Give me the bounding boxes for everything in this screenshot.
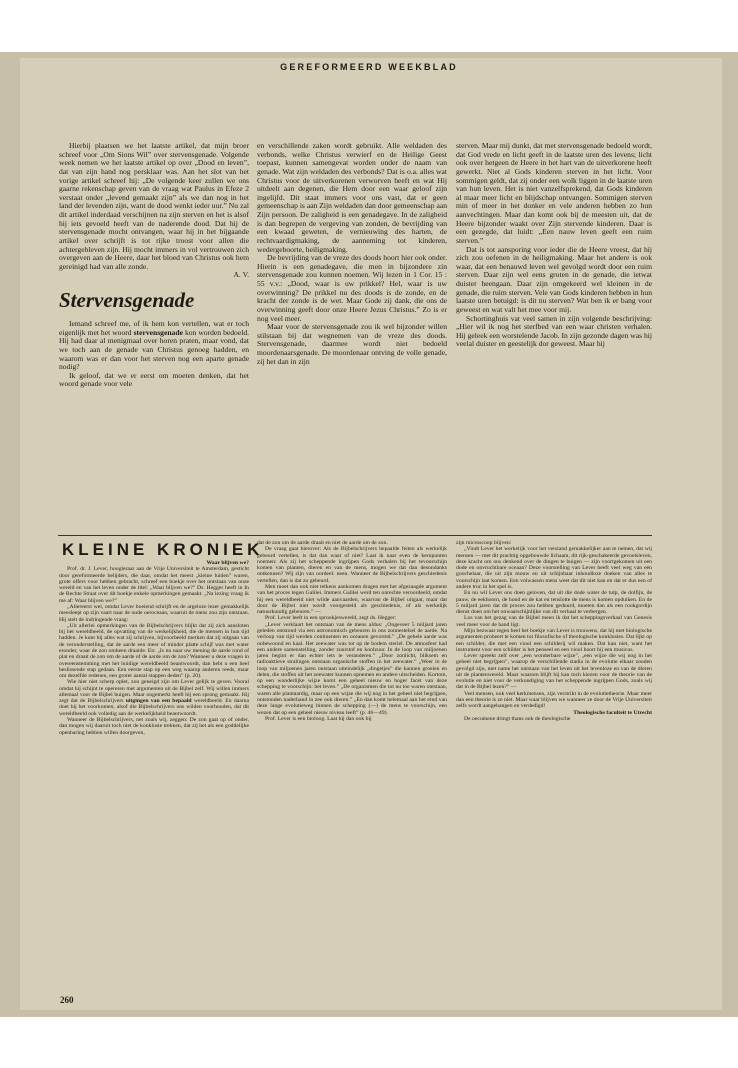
page-header: GEREFORMEERD WEEKBLAD bbox=[280, 62, 458, 72]
kk-column-3 bbox=[456, 540, 652, 990]
col2-paragraph-1: en verschillende zaken wordt gebruikt. Alle weldaden des verbonds, welke Christus verwierf en de Heilige Geest toepast, kunnen samengevat worden onder de naam van genade. Wat zijn weldaden des verbonds? Dat is o.a. alles wat Christus voor de uitverkorenen verworven heeft en wat Hij uitdeelt aan degenen, die Hem door een waar geloof zijn ingelijfd. Dit staat immers voor ons vast, dat er geen gemeenschap is aan Zijn weldaden dan door gemeenschap aan Zijn persoon. De zaligheid is een genadegave. In de zaligheid is dan begrepen de vergeving van zonden, de bevrijding van een kwaad geweten, de vernieuwing des harten, de rechtvaardigmaking, de aanneming tot kinderen, wedergeboorte, heiligmaking. bbox=[257, 142, 447, 254]
kk-subhead-2: Theologische faculteit te Utrecht bbox=[573, 709, 652, 716]
article-title: Stervensgenade bbox=[59, 288, 195, 312]
kk-col3-p4: Los van het gezag van de Bijbel meen ik dat het scheppingsverhaal van Genesis veel meer voor de hand ligt. bbox=[456, 615, 652, 628]
col2-paragraph-3: Maar voor de stervensgenade zou ik wel bijzonder willen stilstaan bij dat wegnemen van de vreze des doods. Stervensgenade, daarmee wordt niet bedoeld moordenaarsgenade. De moordenaar ontving de volle genade, zij het dan in zijn bbox=[257, 322, 447, 366]
column-2 bbox=[257, 142, 447, 530]
kk-column-2 bbox=[257, 540, 447, 990]
kk-col1-p5: Wanneer de Bijbelschrijvers, net zoals wij, zeggen: De zon gaat op of onder, dan mogen wij daaruit toch niet de konklusie trekken, dat zij het als een goddelijke openbaring hebben willen doorgeven, bbox=[59, 717, 249, 736]
kk-col1-p4: Wie hier niet scherp oplet, zou geneigd zijn om Lever gelijk te geven. Vooral omdat hij schijnt te opereren met argumenten uit de Bijbel zelf. Wij willen immers allemaal voor de Bijbel buigen. Maar ongemerkt heeft hij een sprong gemaakt. Hij zegt dat de Bijbelschrijvers uitgingen van een bepaald wereldbeeld. En daarna doet hij het voorkomen, alsof die Bijbelschrijvers ons wilden voorhouden, dat dit wereldbeeld ook volledig aan de werkelijkheid beantwoordt. bbox=[59, 679, 249, 717]
kk-col3-p6: Lever spreekt zelf over „een wonderbare wijze”, „een wijze die wij nog in het geheel niet begrijpen”, waarop de verschillende stadia in de evolutie elkaar zouden gevolgd zijn, met name het ontstaan van het leven uit het levenloze en van de dieren uit de plantenwereld. Maar waarom blijft hij kan toch kiezen voor de theorie van de evolutie en niet voor de verkondiging van het scheppende ingrijpen Gods, zoals wij dat in de Bijbel lezen?” — bbox=[456, 653, 652, 691]
kk-col2-p3: Men moet dan ook niet telkens aankomen dragen met het afgezaagde argument van het proces tegen Galilei. Immers Galilei werd ten onrechte veroordeeld, omdat hij een wereldbeeld niet wilde aanvaarden, waarvan de Bijbel uitgaat, maar dat door de Bijbel niet wordt voorgesteld als geschiedenis, of als werkelijk natuurkundig gebeuren.” — bbox=[257, 583, 447, 616]
kk-col3-p7: Veel mensen, ook veel kerkmensen, zijn verstrikt in de evolutietheorie. Maar meer dan een theorie is ze niet. Maar waar blijven we wanneer ze door de Vrije Universiteit zelfs wordt aangehangen en verdedigd! bbox=[456, 690, 652, 710]
col3-paragraph-3: Schortinghuis vat veel samen in zijn volgende beschrijving: „Hier wil ik nog het sterfbed van een waar christen verhalen. Hij geleek een worstelende Jacob. In zijn gezonde dagen was hij veelal duister en geestelijk dor geweest. Maar hij bbox=[456, 313, 652, 349]
column-3 bbox=[456, 142, 652, 530]
article-paragraph-1: Iemand schreef me, of ik hem kon vertellen, wat er toch eigenlijk met het woord stervensgenade kon worden bedoeld. Hij had daar al menigmaal over horen praten, maar vond, dat we toch aan de genade van Christus genoeg hadden, en waarom was er dan voor het sterven nog een aparte genade nodig? bbox=[59, 319, 249, 372]
kk-col3-p8: De oecumene dringt thans ook de theologische bbox=[464, 715, 571, 722]
kk-col2-p1: dat de zon om de aarde draait en niet de aarde om de zon. bbox=[257, 540, 388, 546]
intro-paragraph: Hierbij plaatsen we het laatste artikel, dat mijn broer schreef voor „Om Sions Wil” over stervensgenade. Volgende week nemen we het laatste artikel op over „Dood en leven”, dat van zijn hand nog persklaar was. Aan het slot van het vorige artikel schreef hij: „De volgende keer zullen we ons gaarne rekenschap geven van de vraag wat Paulus in Efeze 2 verstaat onder „levend gemaakt zijn” als we dan nog in het land der levenden zijn, want de dood wenkt ieder uur.” Nu zal dit artikel inderdaad verschijnen na zijn sterven en het is alsof hij iets gevoeld heeft van de naderende dood. Dat hij de stervensgenade mocht ontvangen, waar hij in het bijgaande artikel over schrijft is tot rijke troost voor allen die achtergebleven zijn. Hij mocht immers in vol vertrouwen zich overgeven aan de Heere, daar het bloed van Christus ook hem gereinigd had van alle zonde. bbox=[59, 142, 249, 271]
kk-col1-p2: „Allereerst wel, omdat Lever boeiend schrijft en de argeloze lezer gemakkelijk meesleept op zijn vaart naar de oude oeroceaan, waaruit de mens zou zijn ontstaan. Hij stelt de indringende vraag: bbox=[59, 603, 249, 623]
kk-col2-p4: Prof. Lever leeft in een sprookjeswereld, zegt ds. Hegger: bbox=[265, 615, 397, 622]
column-1 bbox=[59, 142, 249, 530]
section-divider bbox=[58, 535, 652, 536]
col3-paragraph-2: Dat is tot aansporing voor ieder die de Heere vreest, dat hij zich zou oefenen in de heiligmaking. Maar het andere is ook waar, dat een benauwd leven wel gevolgd wordt door een ruim sterven. Daar zijn wel eens groten in de genade, die ietwat duister heengaan. Daar zijn omgekeerd wel kleinen in de genade, die ruim sterven. Vele van Gods kinderen hebben in hun laatste uren betuigd: is dit nu sterven? Wat ben ik er bang voor geweest en wat valt het mee voor mij. bbox=[456, 244, 652, 314]
page-number: 260 bbox=[60, 995, 74, 1005]
kk-col3-p1: zijn microscoop blijven: bbox=[456, 540, 512, 546]
kk-column-1 bbox=[59, 560, 249, 990]
kk-col2-p6: Prof. Lever is een bioloog. Laat hij dan ook bij bbox=[265, 715, 372, 722]
signature: A. V. bbox=[233, 270, 249, 280]
kk-col2-p2: De vraag gaat hierover: Als de Bijbelschrijvers bepaalde feiten als werkelijk gebeurd vertellen, is dat dan waar of niet? Laat ik naar even de kernpunten noemen: Als zij het scheppende ingrijpen Gods verhalen bij het tevoorschijn komen van planten, dieren en van de mens, mogen we dat dan desondanks ontkennen? Wij zijn van oordeel: neen. Wanneer de Bijbelschrijvers geschiedenis vertellen, dan is dat zo gebeurd. bbox=[257, 546, 447, 584]
kk-col2-p5: „Lever verklaart het ontstaan van de mens aldus: „Ongeveer 5 miljard jaren geleden ontstond via een astronomisch gebeuren in ons zonnestelsel de aarde. Na verloop van tijd werden continenten en oceanen gevormd.” „De gehele aarde was onbewoond en kaal. Het zeewater was tot op de bodem steriel. De atmosfeer had een andere samenstelling, zonder zuurstof en koolzuur. In de loop van miljoenen jaren begint er dan echter iets te veranderen.” „Door zonlicht, bliksem en radioaktieve stralingen ontstaan organische stoffen in het zeewater.” „Weer in de loop van miljoenen jaren ontstaan uiteindelijk „dingetjes” die kunnen groeien en delen, die stoffen uit het zeewater kunnen opnemen en andere uitscheiden. Kortom, op een wonderlijke wijze komt een geheel nieuw en hoger facet van deze schepping te voorschijn: het leven.” „De organismen die tot nu toe waren ontstaan, waren alle plantaardig, maar op een wijze die wij nog in het geheel niet begrijpen, ontstonden naderhand in zee ook dieren.” „En dan komt helemaal aan het eind van deze lange evolutieweg binnen de schepping (—) de mens te voorschijn, een wezen dat op een geheel nieuw niveau leeft” (p. 46—49). bbox=[257, 621, 447, 716]
kleine-kroniek-title: KLEINE KRONIEK bbox=[62, 540, 264, 559]
col2-paragraph-2: De bevrijding van de vreze des doods hoort hier ook onder. Hierin is een genadegave, die men in bijzondere zin stervensgenade zou kunnen noemen. Wij lezen in 1 Cor. 15 : 55 v.v.: „Dood, waar is uw prikkel? Hel, waar is uw overwinning? De prikkel nu des doods is de zonde, en de kracht der zonde is de wet. Maar Gode zij dank, die ons de overwinning geeft door onze Heere Jezus Christus.” Zo is er nog veel meer. bbox=[257, 253, 447, 323]
kk-col1-p1: Prof. dr. J. Lever, hoogleraar aan de Vrije Universiteit te Amsterdam, gesticht door gereformeerde belijders, die daar, omdat het meest „kleine luiden” waren, grote offers voor hebben gebracht, schreef een boekje over het ontstaan van onze wereld en van het leven onder de titel: „Waar blijven we?” Ds. Hegger heeft in In de Rechte Straat over dit boekje enkele opmerkingen gemaakt. „Na lezing vraag ik me af: Waar blijven we?” bbox=[59, 566, 249, 604]
kk-subhead: Waar blijven we? bbox=[206, 560, 249, 566]
article-paragraph-2: Ik geloof, dat we er eerst om moeten denken, dat het woord genade voor vele bbox=[59, 370, 249, 389]
kk-col3-p2: „Vindt Lever het werkelijk voor het verstand gemakkelijker aan te nemen, dat wij mensen — met dit prachtig opgebouwde lichaam, dit rijk-geschakeerde gevoelsleven, deze kracht om ons denkend over de dingen te buigen — zijn voortgekomen uit een dode en onvruchtbare oceaan? Deze voorstelling van Lever heeft veel weg van een goochelaar, die uit zijn mouw en uit schijnbaar inhoudloze doeken van alles te voorschijn laat komen. Een volwassen mens weet dat dit niet kan en dat er dus een of andere truc in het spel is. bbox=[456, 546, 652, 590]
col3-paragraph-1: sterven. Maar mij dunkt, dat met stervensgenade bedoeld wordt, dat God vrede en licht geeft in de laatste uren des levens; licht ook over hetgeen de Heere in het hart van de uitverkorene heeft gewerkt. Niet al Gods kinderen sterven in het licht. Voor sommigen geldt, dat zij onder een wolk liggen in de laatste uren van hun leven. Het is niet vanzelfsprekend, dat Gods kinderen al maar meer licht en blijdschap ontvangen. Sommigen sterven min of meer in het donker en vele anderen hebben zo hun aanvechtingen. Maar dan komt ook bij de meesten uit, dat de Heere bijzonder waakt over Zijn stervende kinderen. Daar is een gezegde, dat luidt: „Een nauw leven geeft een ruim sterven.” bbox=[456, 142, 652, 245]
kk-col3-p3: En nu wil Lever ons doen geloven, dat uit die dode water de tulp, de dolfijn, de pauw, de eekhoorn, de hond en de kat en tenslotte de mens is komen opduiken. En de 5 miljard jaren dat dit proces zou hebben geduurd, moeten dan als een rookgordijn dienst doen om het onwaarschijnlijke van dit verhaal te verbergen. bbox=[456, 590, 652, 616]
kk-col1-p3: „Uit allerlei opmerkingen van de Bijbelschrijvers blijkt dat zij zich aansloten bij het wereldbeeld, de opvatting van de werkelijkheid, die de mensen in hun tijd hadden. Je kunt bij alles wat zij schrijven, bijvoorbeeld merken dat zij uitgaan van de veronderstelling, dat de aarde een meer of minder platte schijf was met water eronder, waar de zon omheen draaide. En: „Is nu naar uw mening de aarde rond of plat en draait de zon om de aarde of de aarde om de zon? Wanneer u deze vragen in overeenstemming met het huidige wereldbeeld beantwoordt, dan hebt u een heel beslissende stap gedaan. Een eerste stap op een weg waarop anderen reeds, maar om dezelfde redenen, een groter aantal stappen deden” (p. 20). bbox=[59, 622, 249, 680]
kk-col3-p5: Mijn bezwaar tegen heel het boekje van Lever is trouwens, dat hij met biologische argumenten probeert te komen tot filosofische of theologische konklusies. Dat lijkt op een schilder, die met een viool een schilderij wil maken. Dat kan niet, want het instrument voor een schilder is het penseel en een viool hoort bij een musicus. bbox=[456, 627, 652, 653]
